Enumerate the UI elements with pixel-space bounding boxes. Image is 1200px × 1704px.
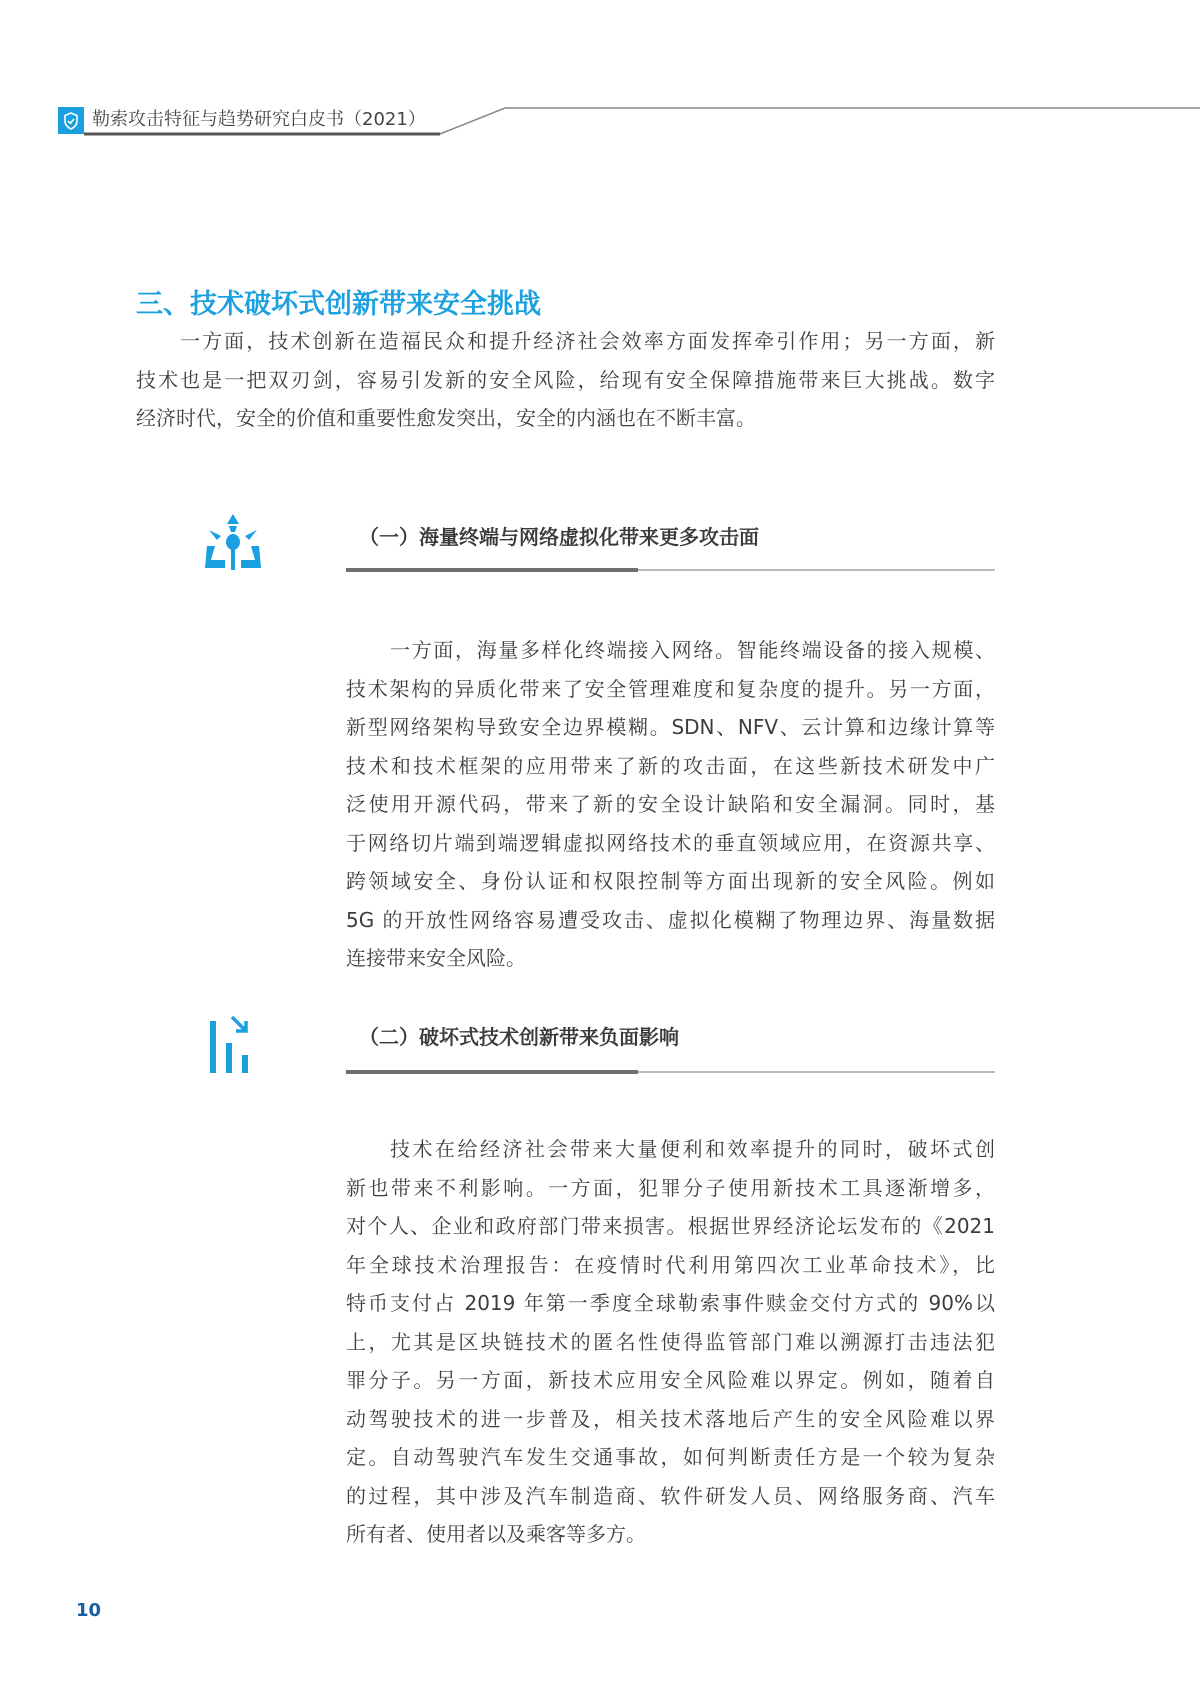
text-line: 技术架构的异质化带来了安全管理难度和复杂度的提升。另一方面，: [346, 676, 995, 701]
document-title: 勒索攻击特征与趋势研究白皮书（2021）: [92, 109, 426, 130]
text-line: 连接带来安全风险。: [346, 946, 526, 970]
heading-underline-accent: [346, 568, 638, 572]
subsection-paragraph: [346, 1130, 995, 1554]
text-line: 技术也是一把双刃剑，容易引发新的安全风险，给现有安全保障措施带来巨大挑战。数字: [136, 367, 995, 392]
text-line: 5G 的开放性网络容易遭受攻击、虚拟化模糊了物理边界、海量数据: [346, 907, 995, 932]
text-line: 所有者、使用者以及乘客等多方。: [346, 1522, 646, 1546]
bar-chart-down-icon: [208, 1013, 264, 1079]
intro-paragraph: [136, 322, 995, 438]
text-line: 泛使用开源代码，带来了新的安全设计缺陷和安全漏洞。同时，基: [346, 792, 995, 816]
text-line: 的过程，其中涉及汽车制造商、软件研发人员、网络服务商、汽车: [346, 1483, 995, 1508]
section-title: 三、技术破坏式创新带来安全挑战: [136, 289, 541, 320]
text-line: 上，尤其是区块链技术的匿名性使得监管部门难以溯源打击违法犯: [346, 1329, 995, 1354]
text-line: 年全球技术治理报告：在疫情时代利用第四次工业革命技术》，比: [346, 1252, 995, 1277]
text-line: 新也带来不利影响。一方面，犯罪分子使用新技术工具逐渐增多，: [346, 1175, 995, 1200]
text-line: 技术在给经济社会带来大量便利和效率提升的同时，破坏式创: [390, 1137, 995, 1161]
heading-underline-accent: [346, 1070, 638, 1074]
text-line: 定。自动驾驶汽车发生交通事故，如何判断责任方是一个较为复杂: [346, 1445, 995, 1469]
network-nodes-icon: [203, 512, 263, 576]
text-line: 跨领域安全、身份认证和权限控制等方面出现新的安全风险。例如: [346, 869, 995, 893]
text-line: 动驾驶技术的进一步普及，相关技术落地后产生的安全风险难以界: [346, 1406, 995, 1431]
text-line: 新型网络架构导致安全边界模糊。SDN、NFV、云计算和边缘计算等: [346, 715, 995, 739]
text-line: 技术和技术框架的应用带来了新的攻击面，在这些新技术研发中广: [346, 753, 995, 778]
text-line: 于网络切片端到端逻辑虚拟网络技术的垂直领域应用，在资源共享、: [346, 830, 995, 855]
subsection-heading: （一）海量终端与网络虚拟化带来更多攻击面: [359, 525, 759, 549]
text-line: 经济时代，安全的价值和重要性愈发突出，安全的内涵也在不断丰富。: [136, 406, 756, 430]
text-line: 罪分子。另一方面，新技术应用安全风险难以界定。例如，随着自: [346, 1368, 995, 1392]
text-line: 对个人、企业和政府部门带来损害。根据世界经济论坛发布的《2021: [346, 1214, 995, 1238]
page-number: 10: [76, 1600, 102, 1621]
subsection-heading: （二）破坏式技术创新带来负面影响: [359, 1025, 679, 1049]
text-line: 一方面，海量多样化终端接入网络。智能终端设备的接入规模、: [390, 638, 995, 662]
subsection-paragraph: [346, 631, 995, 978]
text-line: 一方面，技术创新在造福民众和提升经济社会效率方面发挥牵引作用；另一方面，新: [180, 329, 995, 353]
text-line: 特币支付占 2019 年第一季度全球勒索事件赎金交付方式的 90%以: [346, 1291, 995, 1315]
shield-check-icon: [58, 107, 84, 134]
